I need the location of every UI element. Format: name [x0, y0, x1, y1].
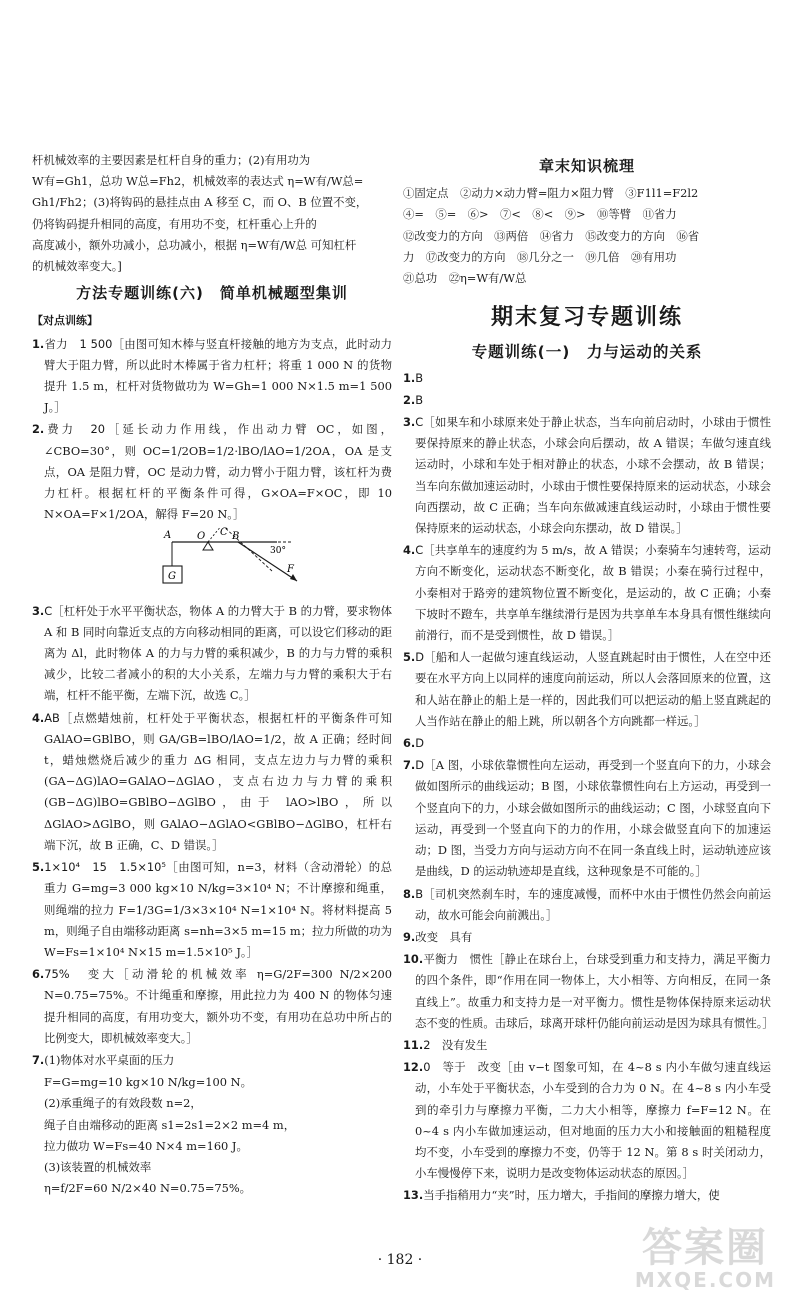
item-answer: D	[415, 650, 425, 665]
knowledge-line-1: ④= ⑤= ⑥> ⑦< ⑧< ⑨> ⑩等臂 ⑪省力	[403, 207, 677, 222]
item-number: 3.	[403, 415, 416, 430]
item-number: 6.	[403, 736, 416, 751]
answer-item	[32, 419, 392, 525]
watermark-logo	[616, 1212, 786, 1302]
item-explanation: ［A 图，小球依靠惯性向左运动，再受到一个竖直向下的力，小球会做如图所示的曲线运动；B 图，小球依靠惯性向右上方运动，再受到一个竖直向下的力，小球会做如图所示的曲线运动；C 图，小球竖直向下运动，再受到一个竖直向下的力的作用，小球会做竖直向下的加速运动；D 图，当受力方向与运动方向不在同一条直线上时，运动轨迹应该是曲线，D 的运动轨迹却是直线，这种现象是不可能的。］	[415, 758, 771, 879]
answer-item	[32, 334, 392, 419]
intro-line-4: 高度减小，额外功减小，总功减小，根据 η=W有/W总 可知杠杆	[32, 237, 357, 252]
item-explanation: ［由图可知，n=3，材料（含动滑轮）的总重力 G=mg=3 000 kg×10 N/kg=3×10⁴ N；不计摩擦和绳重，则绳端的拉力 F=1/3G=1/3×3×10⁴ N=1×10⁴ N。将材料提高 5 m，则绳子自由端移动距离 s=nh=3×5 m=15 m；拉力所做的功为 W=Fs=1×10⁴ N×15 m=1.5×10⁵ J。］	[44, 860, 392, 959]
answer-item	[32, 708, 392, 856]
item-answer: B	[415, 370, 435, 385]
item-answer: AB	[44, 710, 60, 725]
knowledge-line-4: ㉑总功 ㉒η=W有/W总	[403, 271, 527, 286]
answer-item	[403, 884, 771, 926]
label-c: C	[220, 527, 228, 539]
item-7-line-1: F=G=mg=10 kg×10 N/kg=100 N。	[44, 1075, 252, 1090]
item-answer: 省力 1 500	[44, 336, 113, 351]
training-tag: 【对点训练】	[32, 314, 98, 328]
item-number: 11.	[403, 1037, 424, 1052]
intro-continuation	[32, 150, 392, 277]
label-f: F	[287, 564, 294, 576]
item-explanation: ［动滑轮的机械效率 η=G/2F=300 N/2×200 N=0.75=75%。不计绳重和摩擦，用此拉力为 400 N 的物体匀速提升相同的高度，有用功变大，额外功不变，有用功在总功中所占的比例变大，即机械效率变大。］	[44, 967, 392, 1045]
item-number: 7.	[403, 758, 416, 773]
item-7-line-5: (3)该装置的机械效率	[44, 1159, 152, 1174]
answer-item	[403, 390, 771, 411]
intro-line-0: 杆机械效率的主要因素是杠杆自身的重力；(2)有用功为	[32, 153, 311, 167]
knowledge-line-2: ⑫改变力的方向 ⑬两倍 ⑭省力 ⑮改变力的方向 ⑯省	[403, 228, 700, 243]
label-g: G	[168, 571, 176, 583]
item-number: 2.	[403, 392, 416, 407]
item-explanation: ［点燃蜡烛前，杠杆处于平衡状态，根据杠杆的平衡条件可知 GAlAO=GBlBO，则 GA/GB=lBO/lAO=1/2，故 A 正确；经时间 t，蜡烛燃烧后减少的重力 ΔG 相同，支点左边力与力臂的乘积 (GA−ΔG)lAO=GAlAO−ΔGlAO，支点右边力与力臂的乘积 (GB−ΔG)lBO=GBlBO−ΔGlBO，由于 lAO>lBO，所以 ΔGlAO>ΔGlBO，则 GAlAO−ΔGlAO<GBlBO−ΔGlBO，杠杆右端下沉，故 B 正确，C、D 错误。］	[44, 710, 392, 852]
item-number: 10.	[403, 952, 424, 967]
label-b: B	[232, 531, 240, 543]
sub-title-force-motion: 专题训练(一) 力与运动的关系	[471, 343, 703, 362]
item-answer: B	[415, 392, 424, 407]
item-number: 1.	[403, 370, 416, 385]
item-explanation: ［共享单车的速度约为 5 m/s，故 A 错误；小秦骑车匀速转弯，运动方向不断变化，运动状态不断变化，故 B 错误；小秦在骑行过程中，小秦相对于路旁的建筑物位置不断变化，是运动的，故 C 正确；小秦下坡时不蹬车，共享单车继续滑行是因为共享单车本身具有惯性继续向前滑行，而不是受到惯性，故 D 错误。］	[415, 543, 771, 643]
force-extension-line	[222, 527, 272, 571]
item-7-line-4: 拉力做功 W=Fs=40 N×4 m=160 J。	[44, 1138, 248, 1153]
item-explanation: ［延长动力作用线，作出动力臂 OC，如图，∠CBO=30°，则 OC=1/2OB=1/2·lBO/lAO=1/2OA，OA 是支点，OA 是阻力臂，OC 是动力臂，动力臂小于阻力臂，该杠杆为费力杠杆。根据杠杆的平衡条件可得，G×OA=F×OC，即 10 N×OA=F×1/2OA，解得 F=20 N。］	[44, 422, 392, 522]
item-answer: D	[415, 758, 425, 773]
answer-item	[403, 733, 771, 754]
section-title-method-training: 方法专题训练(六) 简单机械题型集训	[76, 284, 348, 303]
watermark-en: MXQE.COM	[634, 1268, 776, 1292]
force-line	[238, 542, 297, 581]
item-answer: 1×10⁴ 15 1.5×10⁵	[44, 860, 166, 875]
item-7-lines	[32, 1072, 392, 1199]
intro-line-1: W有=Gh1，总功 W总=Fh2，机械效率的表达式 η=W有/W总=	[32, 174, 364, 189]
knowledge-line-0: ①固定点 ②动力×动力臂=阻力×阻力臂 ③F1l1=F2l2	[403, 186, 699, 201]
fulcrum-icon	[203, 542, 213, 550]
watermark-cn: 答案圈	[642, 1225, 768, 1271]
item-answer: D	[415, 736, 425, 751]
item-number: 4.	[32, 710, 45, 725]
answer-item	[32, 601, 392, 707]
knowledge-line-3: 力 ⑰改变力的方向 ⑱几分之一 ⑲几倍 ⑳有用功	[403, 249, 677, 264]
item-number: 13.	[403, 1188, 424, 1203]
item-answer: C	[44, 603, 53, 618]
item-explanation: ［如果车和小球原来处于静止状态，当车向前启动时，小球由于惯性要保持原来的静止状态，小球会向后摆动，故 A 错误；车做匀速直线运动时，小球和车处于相对静止的状态，小球不会摆动，故 B 错误；当车向东做加速运动时，小球由于惯性要保持原来的运动状态，小球会向西摆动，故 C 正确；当车向东做减速直线运动时，小球由于惯性要保持原来的运动状态，小球会向东摆动，故 D 错误。］	[415, 415, 771, 536]
item-explanation: ［静止在球台上，台球受到重力和支持力，满足平衡力的四个条件，即“作用在同一物体上，大小相等、方向相反，在同一条直线上”。故重力和支持力是一对平衡力。惯性是物体保持原来运动状态不变的性质。击球后，球离开球杆仍能向前运动是因为球具有惯性。］	[415, 952, 774, 1030]
item-explanation: ［由 v−t 图象可知，在 4~8 s 内小车做匀速直线运动，小车处于平衡状态，小车受到的合力为 0 N。在 4~8 s 内小车受到的牵引力与摩擦力平衡，二力大小相等，摩擦力 f=F=12 N。在 0~4 s 内小车做加速运动，但对地面的压力大小和接触面的粗糙程度均不变，小车受到的摩擦力不变，仍等于 12 N。第 8 s 时关闭动力，小车慢慢停下来，说明力是改变物体运动状态的原因。］	[415, 1060, 772, 1181]
item-explanation: ［由图可知木棒与竖直杆接触的地方为支点，此时动力臂大于阻力臂，所以此时木棒属于省力杠杆；将重 1 000 N 的货物提升 1.5 m，杠杆对货物做功为 W=Gh=1 000 N×1.5 m=1 500 J。］	[44, 336, 392, 415]
item-explanation: 当手指稍用力“夹”时，压力增大，手指间的摩擦力增大，使	[423, 1188, 720, 1203]
left-column	[32, 150, 392, 1199]
item-number: 8.	[403, 886, 416, 901]
item-answer: 0 等于 改变	[423, 1060, 502, 1075]
item-7-number: 7.	[32, 1052, 45, 1067]
item-answer: C	[415, 543, 424, 558]
item-number: 12.	[403, 1060, 424, 1075]
item-number: 6.	[32, 967, 45, 982]
answer-item	[403, 755, 771, 882]
item-number: 5.	[32, 860, 45, 875]
left-items-before-diagram	[32, 334, 392, 526]
answer-item	[403, 540, 771, 646]
page-number: · 182 ·	[377, 1252, 423, 1268]
item-7-line-6: η=f/2F=60 N/2×40 N=0.75=75%。	[44, 1181, 252, 1196]
answer-item	[403, 368, 771, 389]
item-number: 4.	[403, 543, 416, 558]
label-o: O	[197, 531, 206, 543]
left-items-after-diagram	[32, 601, 392, 1049]
item-number: 9.	[403, 929, 416, 944]
lever-diagram-svg	[32, 527, 392, 591]
item-7-line-3: 绳子自由端移动的距离 s1=2s1=2×2 m=4 m，	[44, 1117, 296, 1132]
lever-diagram	[32, 527, 392, 598]
intro-line-2: Gh1/Fh2；(3)将钩码的悬挂点由 A 移至 C，而 O、B 位置不变，	[32, 195, 368, 210]
item-answer: 费力 20	[44, 422, 105, 437]
answer-item	[403, 1035, 771, 1056]
item-number: 2.	[32, 422, 45, 437]
item-7-row	[32, 1050, 392, 1071]
item-number: 3.	[32, 603, 45, 618]
knowledge-list	[403, 183, 771, 289]
item-explanation: ［船和人一起做匀速直线运动，人竖直跳起时由于惯性，人在空中还要在水平方向上以同样的速度向前运动，所以人会落回原来的位置，这和人站在静止的船上是一样的，因此我们可以把运动的船上竖直跳起的人当作站在静止的船上跳，所以朝各个方向跳都一样远。］	[415, 650, 771, 728]
item-7	[32, 1050, 392, 1199]
angle-label: 30°	[270, 546, 286, 557]
intro-line-3: 仍将钩码提升相同的高度，有用功不变，杠杆重心上升的	[32, 216, 317, 231]
label-a: A	[164, 530, 172, 542]
right-column	[403, 150, 774, 1208]
answer-item	[403, 1057, 771, 1184]
item-explanation: ［司机突然刹车时，车的速度减慢，而杯中水由于惯性仍然会向前运动，故水可能会向前溅出。］	[415, 886, 771, 922]
answer-item	[403, 412, 771, 539]
item-answer: 改变 具有	[415, 929, 473, 944]
item-number: 1.	[32, 336, 45, 351]
item-number: 5.	[403, 650, 416, 665]
item-answer: C	[415, 415, 424, 430]
intro-line-5: 的机械效率变大。]	[32, 259, 122, 274]
big-title-final-review: 期末复习专题训练	[490, 305, 683, 331]
force-arrow-icon	[290, 574, 297, 581]
section-title-chapter-summary: 章末知识梳理	[538, 157, 635, 175]
item-answer: 平衡力 惯性	[423, 952, 493, 967]
item-7-line-0: (1)物体对水平桌面的压力	[44, 1052, 175, 1067]
item-answer: 75% 变大	[44, 967, 118, 982]
answer-item	[32, 964, 392, 1049]
answer-item	[403, 647, 771, 732]
right-items	[403, 368, 774, 1207]
answer-item	[32, 857, 392, 963]
item-7-line-2: (2)承重绳子的有效段数 n=2，	[44, 1096, 202, 1111]
item-answer: 2 没有发生	[423, 1037, 488, 1052]
item-explanation: ［杠杆处于水平平衡状态，物体 A 的力臂大于 B 的力臂，要求物体 A 和 B 同时向靠近支点的方向移动相同的距离，可以设它们移动的距离为 Δl，此时物体 A 的力与力臂的乘积减少，B 的力与力臂的乘积减少，比较二者减小的积的大小关系，左端力与力臂的乘积大于右端，杠杆不能平衡，左端下沉，故选 C。］	[44, 603, 392, 703]
item-answer: B	[415, 886, 424, 901]
answer-item	[403, 1185, 771, 1206]
answer-item	[403, 927, 771, 948]
answer-item	[403, 949, 774, 1034]
